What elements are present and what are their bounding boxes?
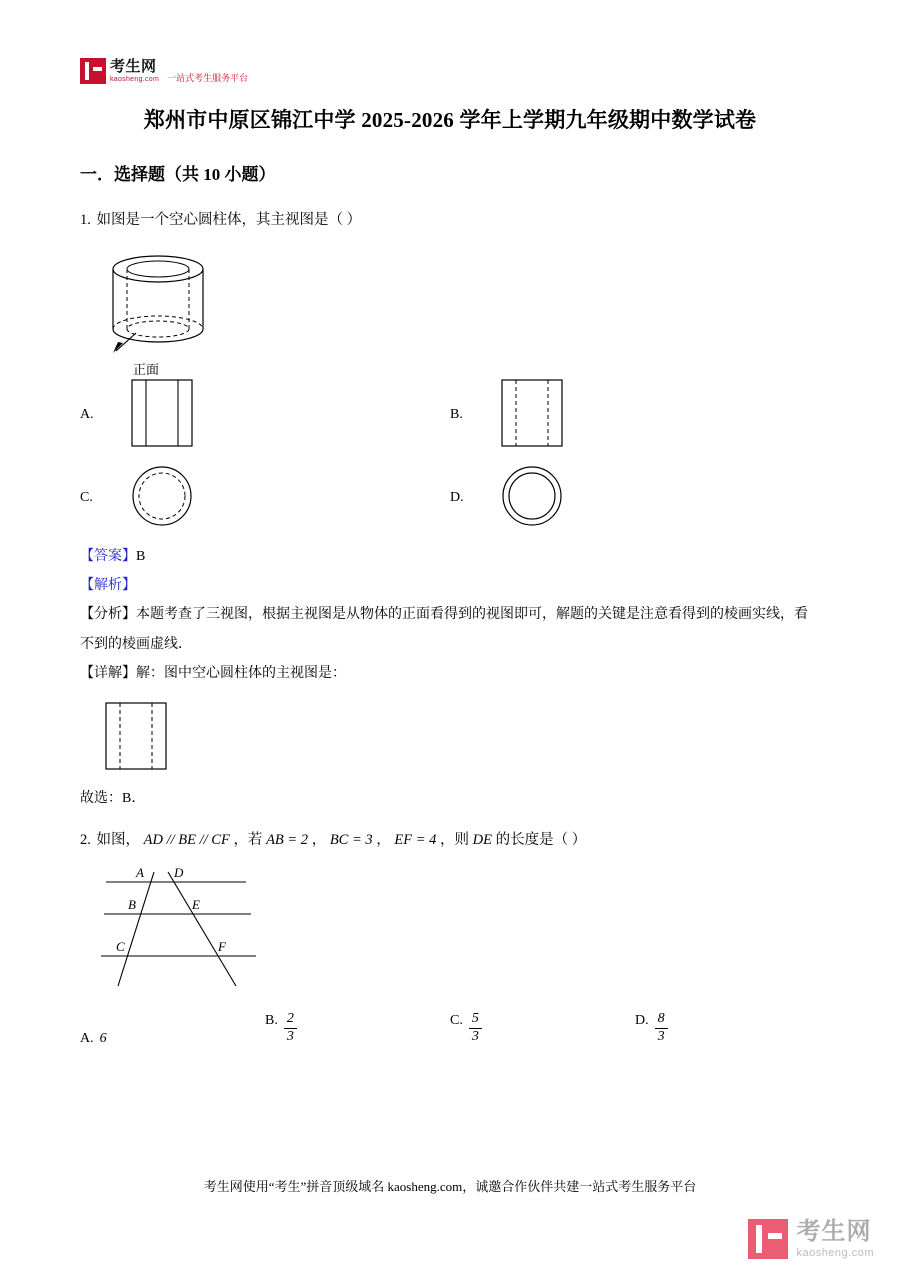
question-2-lead: 如图， [96, 831, 140, 848]
option-d-figure [494, 461, 574, 536]
q2-option-b-denominator: 3 [284, 1028, 297, 1045]
q2-option-d-fraction [655, 1011, 668, 1044]
detail-text: 解：图中空心圆柱体的主视图是： [136, 666, 346, 682]
cylinder-svg [98, 247, 278, 359]
option-b-figure [494, 376, 574, 455]
question-1-text: 如图是一个空心圆柱体，其主视图是（ ） [96, 212, 362, 228]
question-2-cond4: EF = 4 [394, 831, 437, 848]
logo-slogan: 一站式考生服务平台 [167, 73, 249, 83]
q2-option-b-fraction [284, 1011, 297, 1044]
svg-text:F: F [218, 939, 226, 955]
analysis-text: 本题考查了三视图，根据主视图是从物体的正面看得到的视图即可，解题的关键是注意看得到的棱画实线，看不到的棱画虚线． [80, 607, 808, 652]
q2-option-c-letter: C. [450, 1013, 463, 1029]
q2-option-c-denominator: 3 [469, 1028, 482, 1045]
question-2-sep4: ，则 [440, 831, 470, 848]
figure-hollow-cylinder [98, 247, 278, 377]
figure-parallel-lines [96, 864, 820, 1009]
option-a[interactable] [80, 376, 450, 455]
conclusion-text: 故选：B． [80, 790, 146, 806]
site-logo [80, 54, 820, 88]
q2-option-d-letter: D. [635, 1013, 649, 1029]
figure-front-label: 正面 [133, 361, 160, 377]
q2-option-a[interactable] [80, 1031, 265, 1047]
question-2-cond5: DE [472, 831, 492, 848]
question-2-sep3: ， [376, 831, 391, 848]
option-d-letter: D. [450, 490, 464, 506]
q2-option-a-value: 6 [99, 1030, 107, 1046]
parallel-lines-svg [96, 864, 276, 1004]
logo-name-en: kaosheng.com [110, 76, 160, 83]
question-2-stem [80, 827, 820, 855]
option-b-letter: B. [450, 407, 463, 423]
svg-text:A: A [136, 865, 144, 881]
q2-option-c-numerator: 5 [471, 1011, 479, 1027]
question-2-cond3: BC = 3 [329, 831, 373, 848]
question-2-cond2: AB = 2 [266, 831, 309, 848]
option-c[interactable] [80, 461, 450, 536]
option-row-cd [80, 461, 820, 536]
option-b[interactable] [450, 376, 820, 455]
option-d[interactable] [450, 461, 820, 536]
question-1-options [80, 376, 820, 536]
q2-option-a-letter: A. [80, 1030, 94, 1046]
answer-line [80, 542, 820, 571]
q2-option-c-fraction [469, 1011, 482, 1044]
question-1-stem [80, 207, 820, 235]
watermark-logo-icon [748, 1219, 788, 1259]
option-a-figure [124, 376, 204, 455]
watermark-text [796, 1217, 874, 1259]
question-2-sep2: ， [311, 831, 327, 848]
watermark-name-cn: 考生网 [796, 1217, 872, 1245]
question-2-cond1: AD // BE // CF [143, 831, 230, 848]
analysis-label: 【解析】 [80, 577, 136, 593]
page-footer: 考生网使用“考生”拼音顶级域名 kaosheng.com，诚邀合作伙伴共建一站式考生服务平台 [203, 1179, 697, 1194]
svg-text:C: C [116, 939, 125, 955]
option-a-letter: A. [80, 407, 94, 423]
analysis-head: 【分析】 [80, 607, 136, 623]
q2-option-d-denominator: 3 [655, 1028, 668, 1045]
q2-option-d-numerator: 8 [657, 1011, 665, 1027]
svg-text:E: E [192, 897, 200, 913]
question-1-number: 1. [80, 212, 91, 228]
detail-paragraph [80, 659, 820, 688]
answer-value: B [136, 548, 146, 564]
svg-text:B: B [128, 897, 136, 913]
question-2-number: 2. [80, 831, 91, 848]
analysis-paragraph [80, 600, 820, 659]
q2-option-d[interactable] [635, 1013, 820, 1046]
answer-label: 【答案】 [80, 548, 136, 564]
watermark-name-en: kaosheng.com [796, 1246, 874, 1259]
q2-option-c[interactable] [450, 1013, 635, 1046]
section-heading: 一．选择题（共 10 小题） [80, 165, 276, 184]
option-row-ab [80, 376, 820, 455]
page-title: 郑州市中原区锦江中学 2025-2026 学年上学期九年级期中数学试卷 [143, 108, 757, 132]
question-2-options [80, 1013, 820, 1046]
watermark [748, 1219, 874, 1259]
logo-text [110, 59, 159, 83]
logo-mark-icon [80, 58, 106, 84]
q2-option-b-numerator: 2 [286, 1011, 294, 1027]
option-c-figure [124, 461, 204, 536]
q2-option-b-letter: B. [265, 1013, 278, 1029]
q2-option-b[interactable] [265, 1013, 450, 1046]
question-2-tail: 的长度是（ ） [495, 831, 587, 848]
question-2-sep1: ，若 [233, 831, 263, 848]
detail-head: 【详解】 [80, 666, 136, 682]
detail-figure [98, 699, 820, 778]
logo-name-cn: 考生网 [110, 58, 157, 75]
option-c-letter: C. [80, 490, 93, 506]
svg-text:D: D [174, 865, 184, 881]
